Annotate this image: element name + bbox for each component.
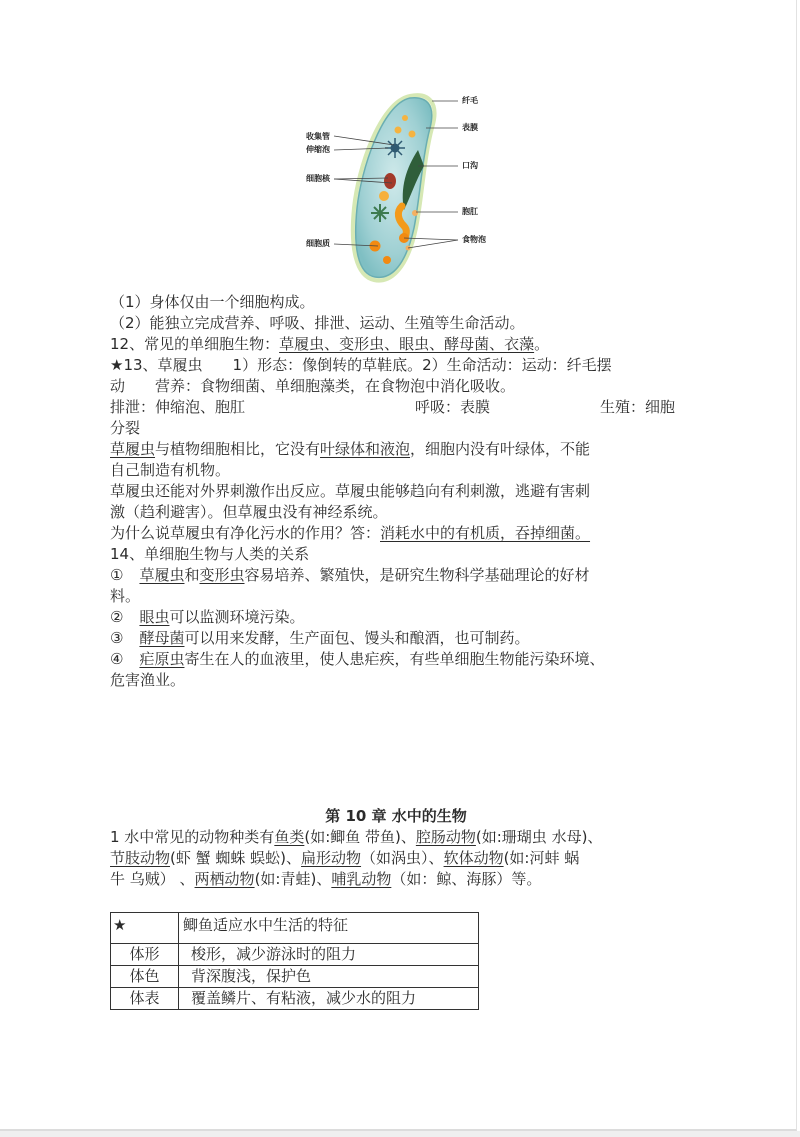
label-nucleus: 细胞核 xyxy=(306,174,330,183)
star-icon: ★ xyxy=(111,913,179,944)
label-food-vacuole: 食物泡 xyxy=(462,235,486,244)
description-cell: 梭形，减少游泳时的阻力 xyxy=(179,944,479,966)
chapter-10-section xyxy=(110,806,682,890)
unicellular-list: 草履虫、变形虫、眼虫、酵母菌、衣藻 xyxy=(279,335,535,353)
item-13-functions xyxy=(110,397,675,418)
plant-cell-comparison: 草履虫与植物细胞相比，它没有叶绿体和液泡，细胞内没有叶绿体，不能 xyxy=(110,440,591,458)
relation-4: ④ 疟原虫寄生在人的血液里，使人患疟疾，有些单细胞生物能污染环境、 xyxy=(110,650,605,668)
table-title: 鲫鱼适应水中生活的特征 xyxy=(179,913,479,944)
reproduction: 生殖：细胞 xyxy=(599,398,675,416)
label-collecting-canal: 收集管 xyxy=(306,132,330,141)
aquatic-animals-line-2: 节肢动物(虾 蟹 蜘蛛 蜈蚣)、扁形动物（如涡虫）、软体动物(如:河蚌 蜗 xyxy=(110,849,580,867)
paramecium-illustration xyxy=(300,88,500,288)
stimulus-response-2: 激（趋利避害）。但草履虫没有神经系统。 xyxy=(110,503,388,521)
stimulus-response-1: 草履虫还能对外界刺激作出反应。草履虫能够趋向有利刺激，逃避有害刺 xyxy=(110,482,591,500)
relation-3: ③ 酵母菌可以用来发酵，生产面包、馒头和酿酒，也可制药。 xyxy=(110,629,530,647)
chapter-title: 第 10 章 水中的生物 xyxy=(325,807,467,825)
label-oral-groove: 口沟 xyxy=(462,161,478,170)
crucian-carp-adaptation-table xyxy=(110,912,479,1010)
respiration: 呼吸：表膜 xyxy=(414,398,490,416)
relation-4-cont: 危害渔业。 xyxy=(110,671,186,689)
unicellular-section xyxy=(110,292,682,691)
table-row xyxy=(111,944,479,966)
watermark: vv99.net xyxy=(368,983,778,1083)
table-row xyxy=(111,988,479,1010)
point-1: （1）身体仅由一个细胞构成。 xyxy=(110,293,315,311)
item-13-nutrition: 动 营养：食物细菌、单细胞藻类，在食物泡中消化吸收。 xyxy=(110,377,516,395)
relation-2: ② 眼虫可以监测环境污染。 xyxy=(110,608,305,626)
point-2: （2）能独立完成营养、呼吸、排泄、运动、生殖等生命活动。 xyxy=(110,314,525,332)
item-13: ★13、草履虫 1）形态：像倒转的草鞋底。2）生命活动：运动：纤毛摆 xyxy=(110,356,612,374)
description-cell: 背深腹浅，保护色 xyxy=(179,966,479,988)
item-14: 14、单细胞生物与人类的关系 xyxy=(110,545,310,563)
label-cilia: 纤毛 xyxy=(462,96,478,105)
item-12: 12、常见的单细胞生物：草履虫、变形虫、眼虫、酵母菌、衣藻。 xyxy=(110,335,550,353)
label-pellicle: 表膜 xyxy=(462,123,478,132)
label-contractile-vacuole: 伸缩泡 xyxy=(306,145,330,154)
excretion: 排泄：伸缩泡、胞肛 xyxy=(110,398,246,416)
relation-1: ① 草履虫和变形虫容易培养、繁殖快，是研究生物科学基础理论的好材 xyxy=(110,566,590,584)
relation-1-cont: 料。 xyxy=(110,587,141,605)
page-bottom-edge xyxy=(0,1131,800,1137)
aquatic-animals-line-3: 牛 乌贼） 、两栖动物(如:青蛙)、哺乳动物（如：鲸、海豚）等。 xyxy=(110,870,542,888)
purification-question: 为什么说草履虫有净化污水的作用？答：消耗水中的有机质，吞掉细菌。 xyxy=(110,524,591,542)
feature-cell: 体色 xyxy=(111,966,179,988)
purification-answer: 消耗水中的有机质，吞掉细菌。 xyxy=(380,524,591,542)
feature-cell: 体形 xyxy=(111,944,179,966)
reproduction-continued: 分裂 xyxy=(110,419,141,437)
paramecium-diagram xyxy=(300,88,500,288)
label-cytoplasm: 细胞质 xyxy=(306,239,330,248)
aquatic-animals-line-1: 1 水中常见的动物种类有鱼类(如:鲫鱼 带鱼)、腔肠动物(如:珊瑚虫 水母)、 xyxy=(110,828,603,846)
description-cell: 覆盖鳞片、有粘液，减少水的阻力 xyxy=(179,988,479,1010)
table-row xyxy=(111,966,479,988)
table-header-row xyxy=(111,913,479,944)
feature-cell: 体表 xyxy=(111,988,179,1010)
plant-cell-comparison-cont: 自己制造有机物。 xyxy=(110,461,231,479)
label-anal-pore: 胞肛 xyxy=(462,207,478,216)
